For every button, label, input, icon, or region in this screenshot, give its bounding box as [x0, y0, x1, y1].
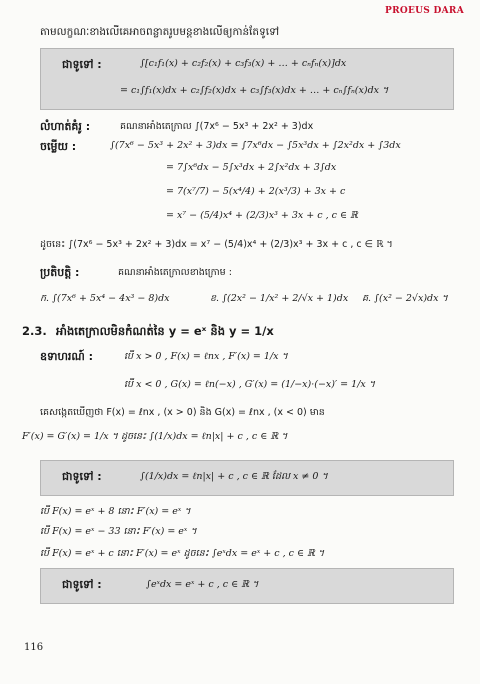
box1-formula-line2: = c₁∫f₁(x)dx + c₂∫f₂(x)dx + c₃∫f₃(x)dx + … + cₙ∫fₙ(x)dx ។ — [120, 85, 389, 96]
intro-text: តាមលក្ខណៈខាងលើគេអាចពន្លាតរូបមន្តខាងលើឲ្យកាន់តែទូទៅ — [40, 26, 280, 38]
exp-line-2: បើ F(x) = eˣ − 33 នោះ F′(x) = eˣ ។ — [40, 526, 197, 537]
solution-line-4: = x⁷ − (5/4)x⁴ + (2/3)x³ + 3x + c , c ∈ ℝ — [166, 210, 358, 221]
box1-formula-line1: ∫[c₁f₁(x) + c₂f₂(x) + c₃f₃(x) + … + cₙfₙ(x)]dx — [140, 58, 347, 69]
example-line-3: គេសង្កេតឃើញថា F(x) = ℓnx , (x > 0) និង G(x) = ℓnx , (x < 0) មាន — [40, 407, 325, 418]
box1-label: ជាទូទៅ : — [62, 58, 102, 71]
box3-label: ជាទូទៅ : — [62, 578, 102, 591]
solution-line-3: = 7(x⁷/7) − 5(x⁴/4) + 2(x³/3) + 3x + c — [166, 186, 346, 197]
practice-item-c: គ. ∫(x² − 2√x)dx ។ — [362, 293, 448, 304]
example-line-2: បើ x < 0 , G(x) = ℓn(−x) , G′(x) = (1/−x)·(−x)′ = 1/x ។ — [124, 379, 376, 390]
exercise-text: គណនាអាំងតេក្រាល ∫(7x⁶ − 5x³ + 2x² + 3)dx — [120, 121, 314, 132]
box2-label: ជាទូទៅ : — [62, 470, 102, 483]
exp-line-1: បើ F(x) = eˣ + 8 នោះ F′(x) = eˣ ។ — [40, 506, 191, 517]
section-title: អាំងតេក្រាលមិនកំណត់នៃ y = eˣ និង y = 1/x — [56, 324, 274, 338]
solution-line-2: = 7∫x⁶dx − 5∫x³dx + 2∫x²dx + 3∫dx — [166, 162, 337, 173]
page-number: 116 — [24, 642, 44, 653]
practice-item-a: ក. ∫(7x⁶ + 5x⁴ − 4x³ − 8)dx — [40, 293, 170, 304]
box2-formula: ∫(1/x)dx = ℓn|x| + c , c ∈ ℝ ដែល x ≠ 0 ។ — [140, 471, 328, 482]
example-line-4: F′(x) = G′(x) = 1/x ។ ដូចនេះ ∫(1/x)dx = ℓn|x| + c , c ∈ ℝ ។ — [22, 431, 288, 442]
exercise-label: លំហាត់គំរូ : — [40, 120, 91, 133]
example-label: ឧទាហរណ៍ : — [40, 350, 94, 363]
practice-text: គណនាអាំងតេក្រាលខាងក្រោម : — [118, 267, 232, 278]
practice-item-b: ខ. ∫(2x² − 1/x² + 2/√x + 1)dx — [210, 293, 349, 304]
practice-label: ប្រតិបត្តិ : — [40, 266, 80, 279]
box3-formula: ∫eˣdx = eˣ + c , c ∈ ℝ ។ — [146, 579, 259, 590]
exp-line-3: បើ F(x) = eˣ + c នោះ F′(x) = eˣ ដូចនេះ ∫eˣdx = eˣ + c , c ∈ ℝ ។ — [40, 548, 325, 559]
solution-label: ចម្លើយ : — [40, 140, 77, 153]
brand-header: PROEUS DARA — [385, 6, 464, 16]
solution-conclusion: ដូចនេះ ∫(7x⁶ − 5x³ + 2x² + 3)dx = x⁷ − (5/4)x⁴ + (2/3)x³ + 3x + c , c ∈ ℝ ។ — [40, 239, 393, 250]
solution-line-1: ∫(7x⁶ − 5x³ + 2x² + 3)dx = ∫7x⁶dx − ∫5x³dx + ∫2x²dx + ∫3dx — [110, 140, 401, 151]
section-number: 2.3. — [22, 324, 47, 338]
example-line-1: បើ x > 0 , F(x) = ℓnx , F′(x) = 1/x ។ — [124, 351, 288, 362]
